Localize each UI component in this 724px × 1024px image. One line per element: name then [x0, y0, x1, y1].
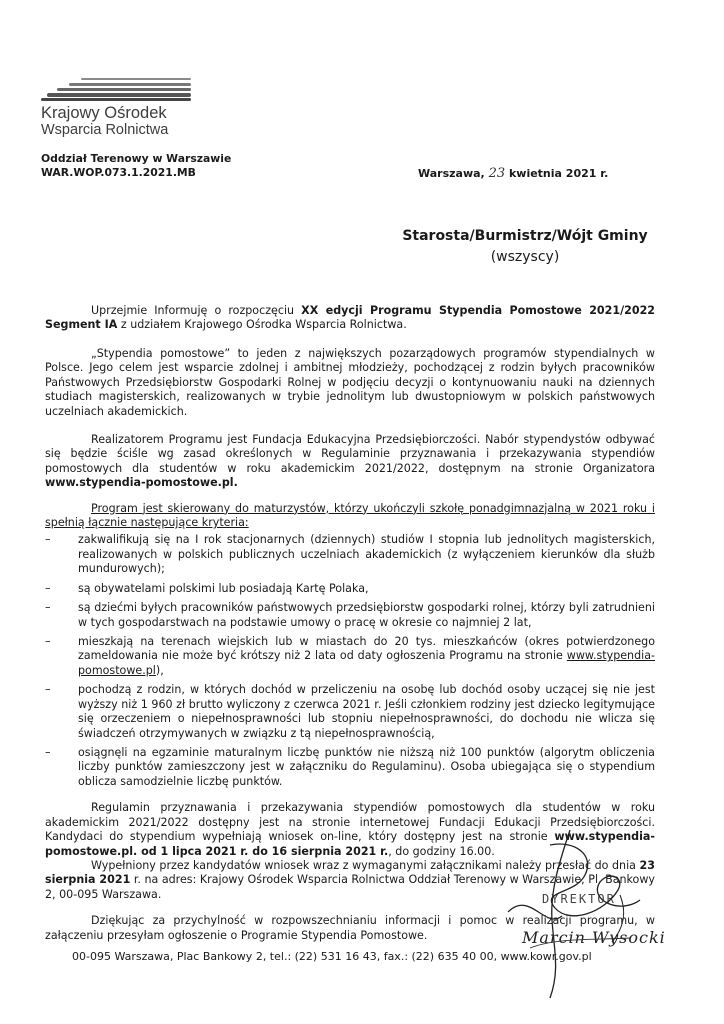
director-signature [500, 820, 680, 1000]
date-day: 23 [488, 166, 506, 181]
criteria-item [45, 683, 655, 741]
criteria-list [45, 533, 655, 789]
criteria-dash: – [45, 745, 51, 759]
addressee-title: Starosta/Burmistrz/Wójt Gminy [402, 228, 648, 244]
criteria-item [45, 601, 655, 630]
organizer-text: Realizatorem Programu jest Fundacja Edukacyjna Przedsiębiorczości. Nabór stypendystów odbywać się będzie ściśle wg zasad określonych w Regulaminie przyznawania i przekazywania stypendiów pomostowych dla studentów w roku akademickim 2021/2022, dostępnym na stronie Organizatora [45, 432, 655, 475]
organizer-end: . [233, 476, 238, 490]
intro-bold: XX edycji Programu Stypendia Pomostowe 2021/2022 Segment IA [45, 304, 656, 332]
criteria-item [45, 635, 655, 678]
date-line [418, 166, 608, 183]
addressee-block [395, 227, 655, 267]
sender-block [41, 152, 231, 180]
criteria-item [45, 582, 655, 596]
criteria-dash: – [45, 601, 51, 615]
intro-text-end: z udziałem Krajowego Ośrodka Wsparcia Rolnictwa. [120, 318, 407, 332]
criteria-item [45, 533, 655, 576]
criteria-text: pochodzą z rodzin, w których dochód w przeliczeniu na osobę lub dochód osoby uczącej się nie jest wyższy niż 1 960 zł brutto wyliczony z czerwca 2021 r. Jeśli członkiem rodziny jest dziecko legitymujące się orzeczeniem o niepełnosprawności lub stopniu niepełnosprawności, do dochodu nie wlicza się świadczeń otrzymywanych w związku z tą niepełnosprawnością, [78, 683, 655, 740]
criteria-text: osiągnęli na egzaminie maturalnym liczbę punktów nie niższą niż 100 punktów (algorytm obliczenia liczby punktów zamieszczony jest w załączniku do Regulaminu). Osoba ubiegająca się o stypendium oblicza samodzielnie liczbę punktów. [78, 745, 655, 788]
criteria-dash: – [45, 635, 51, 649]
closing-paragraph: Dziękując za przychylność w rozpowszechnianiu informacji i pomoc w realizacji programu, w załączeniu przesyłam ogłoszenie o Programie Stypendia Pomostowe. [45, 914, 655, 942]
addressee-subtitle: (wszyscy) [490, 249, 560, 265]
organizer-link[interactable]: www.stypendia-pomostowe.pl [45, 476, 234, 490]
intro-text: Uprzejmie Informuję o rozpoczęciu [91, 304, 295, 317]
criteria-item [45, 746, 655, 789]
submission-bold: 23 sierpnia 2021 [45, 858, 655, 887]
handwritten-signature-icon [500, 820, 680, 1000]
submission-text-end: r. na adres: Krajowy Ośrodek Wsparcia Rolnictwa Oddział Terenowy w Warszawie, Pl. Bankowy 2, 00-095 Warszawa. [45, 873, 655, 901]
intro-paragraph [45, 304, 655, 333]
date-suffix: kwietnia 2021 r. [508, 167, 609, 180]
criteria-dash: – [45, 581, 51, 595]
logo-org-line1: Krajowy Ośrodek [41, 104, 167, 122]
organizer-paragraph [45, 433, 655, 491]
submission-text: Wypełniony przez kandydatów wniosek wraz z wymaganymi załącznikami należy przesłać do dnia [91, 858, 636, 872]
regulations-text-end: , do godziny 16.00. [388, 844, 495, 858]
stamp-title: DYREKTOR [542, 892, 616, 906]
stamp-name: Marcin Wysocki [522, 928, 666, 947]
footer-contact: 00-095 Warszawa, Plac Bankowy 2, tel.: (22) 531 16 43, fax.: (22) 635 40 00, www.kowr.gov.pl [72, 950, 592, 963]
sender-dept: Oddział Terenowy w Warszawie [41, 152, 232, 165]
logo-graphic [41, 76, 191, 102]
criteria-intro: Program jest skierowany do maturzystów, którzy ukończyli szkołę ponadgimnazjalną w 2021 roku i spełnią łącznie następujące kryteria: [45, 501, 655, 530]
criteria-end: ), [155, 663, 164, 677]
date-prefix: Warszawa, [418, 167, 485, 180]
program-description: „Stypendia pomostowe” to jeden z największych pozarządowych programów stypendialnych w Polsce. Jego celem jest wsparcie zdolnej i ambitnej młodzieży, pochodzącej z rodzin byłych pracowników Państwowych Przedsiębiorstw Gospodarki Rolnej w podjęciu decyzji o kontynuowaniu nauki na dziennych studiach magisterskich, realizowanych w trybie jednolitym lub dwustopniowym w polskich państwowych uczelniach akademickich. [45, 346, 655, 418]
logo-org-line2: Wsparcia Rolnictwa [41, 122, 169, 138]
criteria-link[interactable]: www.stypendia-pomostowe.pl [78, 649, 656, 677]
criteria-text: zakwalifikują się na I rok stacjonarnych (dziennych) studiów I stopnia lub jednolitych magisterskich, realizowanych w polskich publicznych uczelniach akademickich (z wyłączeniem kierunków dla służb mundurowych); [78, 533, 655, 576]
regulations-bold: www.stypendia-pomostowe.pl. od 1 lipca 2021 r. do 16 sierpnia 2021 r. [45, 830, 655, 858]
criteria-text: mieszkają na terenach wiejskich lub w miastach do 20 tys. mieszkańców (okres potwierdzonego zameldowania nie może być krótszy niż 2 lata od daty ogłoszenia Programu na stronie [78, 635, 655, 663]
criteria-text: są dziećmi byłych pracowników państwowych przedsiębiorstw gospodarki rolnej, którzy byli zatrudnieni w tych gospodarstwach na podstawie umowy o pracę w okresie co najmniej 2 lat, [78, 601, 655, 629]
reference-number: WAR.WOP.073.1.2021.MB [41, 166, 196, 179]
criteria-dash: – [45, 683, 51, 697]
criteria-text: są obywatelami polskimi lub posiadają Kartę Polaka, [78, 581, 369, 595]
criteria-dash: – [45, 533, 51, 547]
regulations-text: Regulamin przyznawania i przekazywania stypendiów pomostowych dla studentów w roku akademickim 2021/2022 dostępny jest na stronie internetowej Fundacji Edukacji Przedsiębiorczości. Kandydaci do stypendium wypełniają wniosek on-line, który dostępny jest na stronie [45, 801, 655, 844]
kowr-logo [41, 76, 191, 139]
